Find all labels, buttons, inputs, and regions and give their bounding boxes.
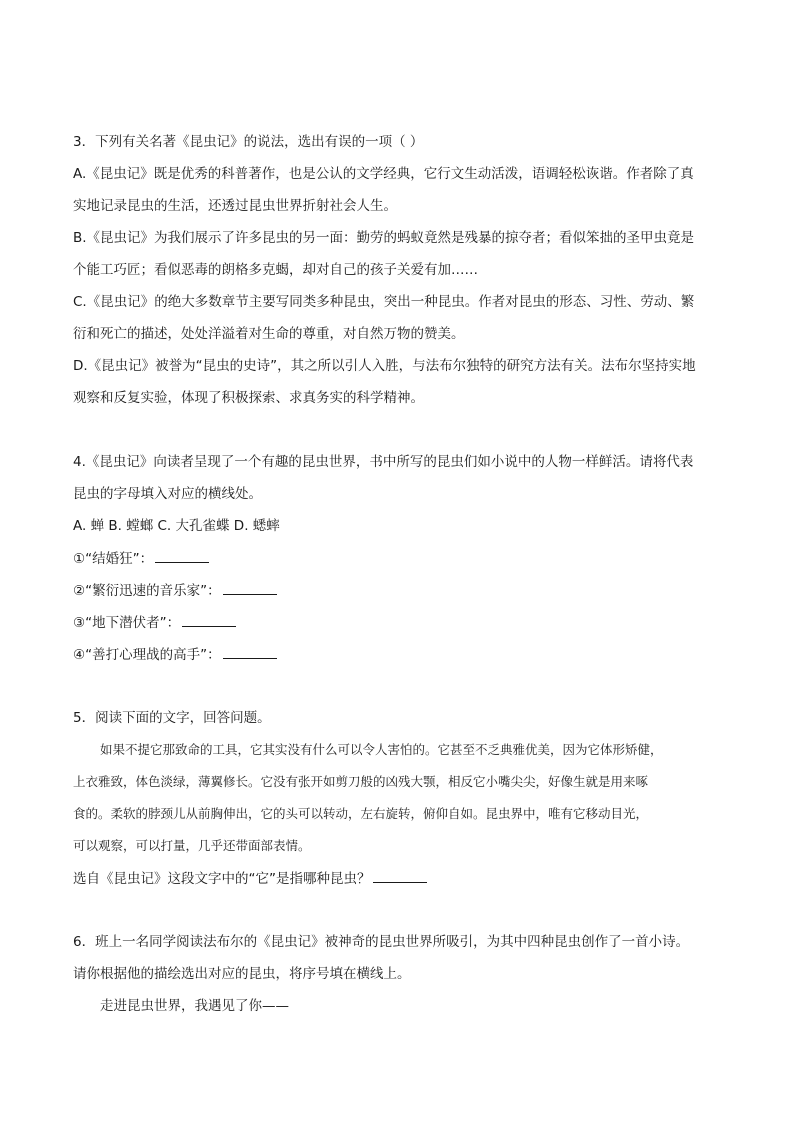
- q5-question: [73, 868, 734, 889]
- q4-stem-line2: 昆虫的字母填入对应的横线处。: [73, 486, 262, 502]
- q5-passage-line4: 可以观察，可以打量，几乎还带面部表情。: [73, 838, 311, 853]
- q4-item-1-label: ①“结婚狂”：: [73, 551, 154, 567]
- q5-stem: 5．阅读下面的文字，回答问题。: [73, 710, 271, 726]
- q3-option-b-line2: 个能工巧匠；看似恶毒的朗格多克蝎，却对自己的孩子关爱有加……: [73, 262, 478, 278]
- q4-item-2: [73, 580, 734, 601]
- q3-stem: 3．下列有关名著《昆虫记》的说法，选出有误的一项（ ）: [73, 134, 424, 150]
- q5-question-text: 选自《昆虫记》这段文字中的“它”是指哪种昆虫？: [73, 871, 371, 887]
- q3-option-b-line1: B.《昆虫记》为我们展示了许多昆虫的另一面：勤劳的蚂蚁竟然是残暴的掠夺者；看似笨拙的圣甲虫竟是: [73, 230, 695, 246]
- q6-stem-line1: 6．班上一名同学阅读法布尔的《昆虫记》被神奇的昆虫世界所吸引，为其中四种昆虫创作了一首小诗。: [73, 934, 690, 950]
- q3-option-a-line2: 实地记录昆虫的生活，还透过昆虫世界折射社会人生。: [73, 198, 397, 214]
- q4-item-3: [73, 612, 734, 633]
- q4-item-2-label: ②“繁衍迅速的音乐家”：: [73, 583, 221, 599]
- q4-item-4-blank[interactable]: [223, 644, 277, 659]
- q4-item-3-blank[interactable]: [182, 612, 236, 627]
- q4-options: A. 蝉 B. 螳螂 C. 大孔雀蝶 D. 蟋蟀: [73, 518, 280, 534]
- q6-stem-line2: 请你根据他的描绘选出对应的昆虫，将序号填在横线上。: [73, 966, 411, 982]
- q5-passage-line2: 上衣雅致，体色淡绿，薄翼修长。它没有张开如剪刀般的凶残大颚，相反它小嘴尖尖，好像生就是用来啄: [73, 774, 649, 789]
- q4-item-4: [73, 644, 734, 665]
- q3-option-c-line2: 衍和死亡的描述，处处洋溢着对生命的尊重，对自然万物的赞美。: [73, 326, 465, 342]
- q5-passage-line1: 如果不提它那致命的工具，它其实没有什么可以令人害怕的。它甚至不乏典雅优美，因为它体形矫健，: [100, 742, 663, 757]
- q4-item-1: [73, 548, 734, 569]
- q4-stem-line1: 4.《昆虫记》向读者呈现了一个有趣的昆虫世界，书中所写的昆虫们如小说中的人物一样鲜活。请将代表: [73, 454, 694, 470]
- q4-item-2-blank[interactable]: [223, 580, 277, 595]
- q5-passage-line3: 食的。柔软的脖颈儿从前胸伸出，它的头可以转动，左右旋转，俯仰自如。昆虫界中，唯有它移动目光，: [73, 806, 649, 821]
- q3-option-d-line2: 观察和反复实验，体现了积极探索、求真务实的科学精神。: [73, 390, 424, 406]
- q6-poem-line1: 走进昆虫世界，我遇见了你——: [100, 998, 289, 1014]
- q4-item-3-label: ③“地下潜伏者”：: [73, 615, 181, 631]
- q4-item-4-label: ④“善打心理战的高手”：: [73, 647, 221, 663]
- q3-option-a-line1: A.《昆虫记》既是优秀的科普著作，也是公认的文学经典，它行文生动活泼，语调轻松诙谐。作者除了真: [73, 166, 694, 182]
- q4-item-1-blank[interactable]: [155, 548, 209, 563]
- q5-answer-blank[interactable]: [373, 868, 427, 883]
- q3-option-d-line1: D.《昆虫记》被誉为“昆虫的史诗”，其之所以引人入胜，与法布尔独特的研究方法有关。法布尔坚持实地: [73, 358, 696, 374]
- q3-option-c-line1: C.《昆虫记》的绝大多数章节主要写同类多种昆虫，突出一种昆虫。作者对昆虫的形态、习性、劳动、繁: [73, 294, 695, 310]
